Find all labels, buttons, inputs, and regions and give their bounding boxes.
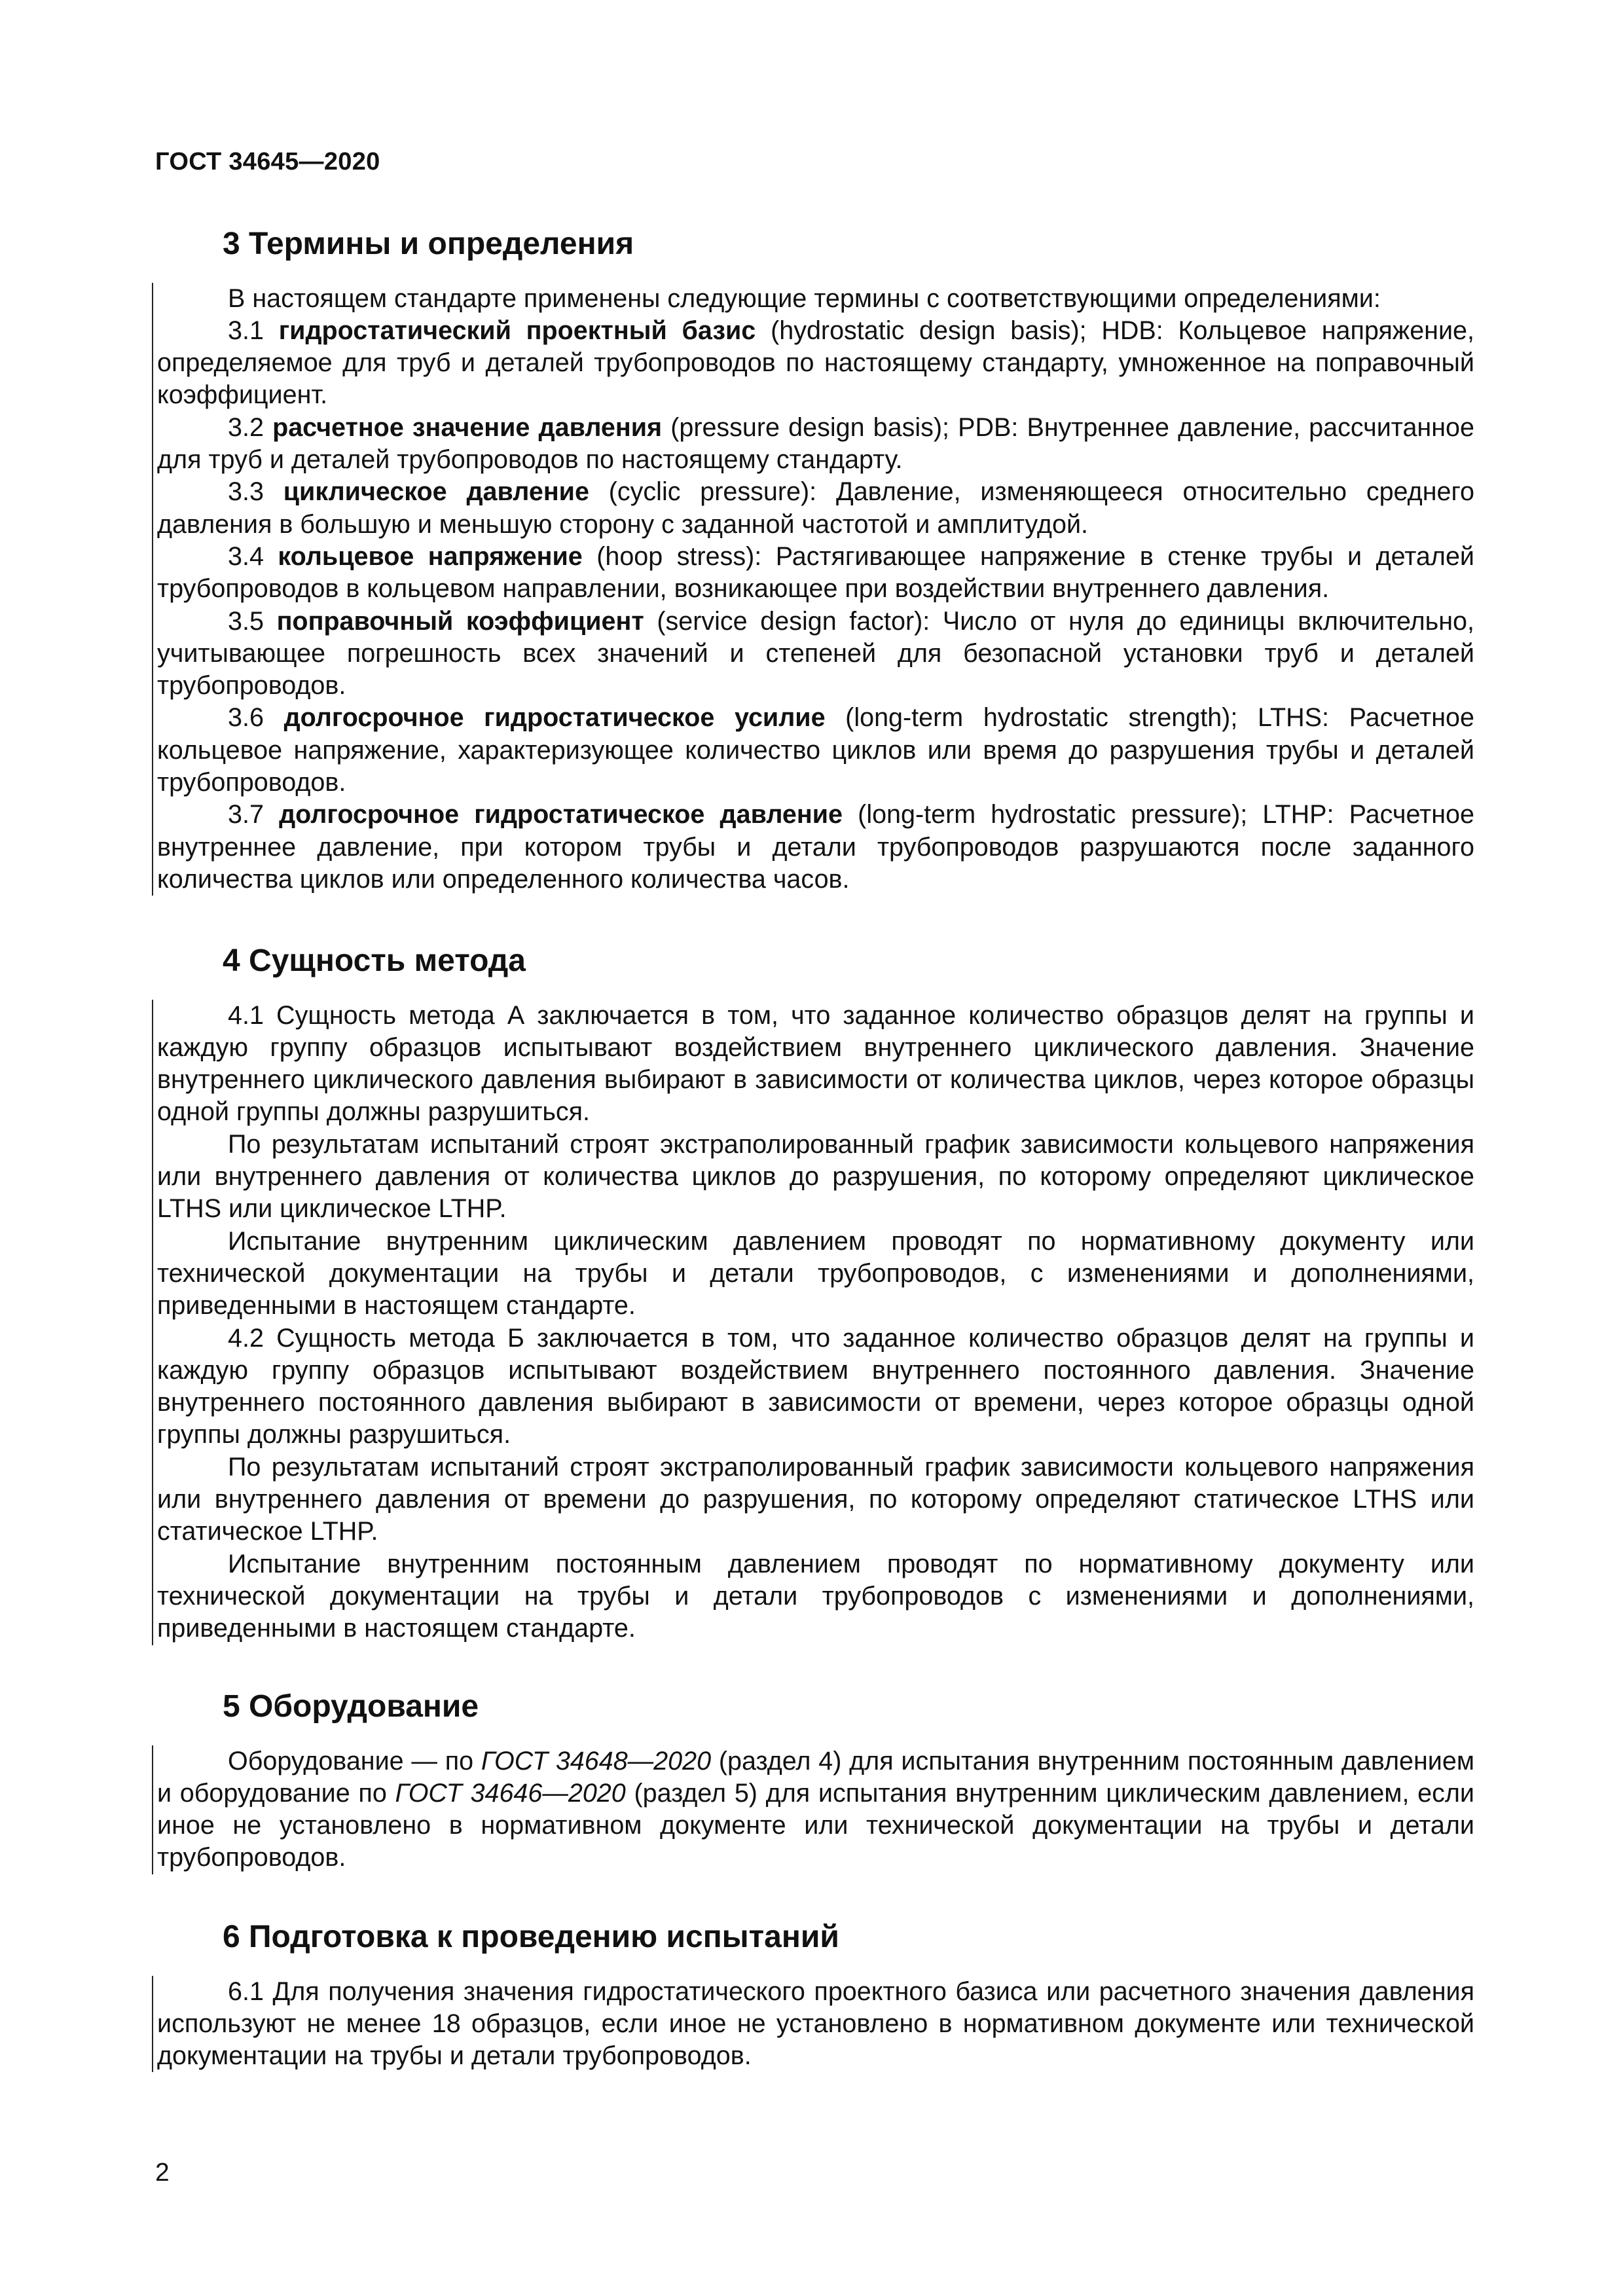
equipment-text: (раздел 4) для испытания внутренним постоянным давлением и оборудование по: [157, 1746, 1475, 1808]
terms-intro: В настоящем стандарте применены следующие термины с соответствующими определениями:: [228, 283, 1381, 313]
method-paragraph: По результатам испытаний строят экстраполированный график зависимости кольцевого напряжения или внутреннего давления от количества циклов до разрушения, по которому определяют циклическое LTHS или циклическое LTHP.: [157, 1129, 1474, 1224]
standard-reference: ГОСТ 34646—2020: [395, 1778, 626, 1808]
section-equipment: [152, 1688, 1474, 1874]
term-name: расчетное значение давления: [272, 412, 663, 442]
method-paragraph: По результатам испытаний строят экстраполированный график зависимости кольцевого напряжения или внутреннего давления от времени до разрушения, по которому определяют статическое LTHS или статическое LTHP.: [157, 1452, 1474, 1546]
term-name: циклическое давление: [283, 477, 589, 507]
standard-reference: ГОСТ 34648—2020: [481, 1746, 712, 1776]
section-body-method: [152, 1000, 1474, 1645]
document-code-header: ГОСТ 34645—2020: [155, 148, 380, 175]
preparation-paragraph: 6.1 Для получения значения гидростатического проектного базиса или расчетного значения давления используют не менее 18 образцов, если иное не установлено в нормативном документе или технической документации на трубы и детали трубопроводов.: [157, 1977, 1474, 2071]
term-3-2: [157, 412, 1474, 477]
term-number: 3.1: [228, 316, 264, 345]
term-3-6: [157, 702, 1474, 799]
term-definition: (cyclic pressure): Давление, изменяющееся относительно среднего давления в большую и меньшую сторону с заданной частотой и амплитудой.: [157, 477, 1474, 539]
term-definition: (hoop stress): Растягивающее напряжение в стенке трубы и деталей трубопроводов в кольцевом направлении, возникающее при воздействии внутреннего давления.: [157, 541, 1474, 604]
method-paragraph: Испытание внутренним циклическим давлением проводят по нормативному документу или технической документации на трубы и детали трубопроводов, с изменениями и дополнениями, приведенными в настоящем стандарте.: [157, 1226, 1474, 1321]
method-paragraph: 4.1 Сущность метода А заключается в том, что заданное количество образцов делят на группы и каждую группу образцов испытывают воздействием внутреннего циклического давления. Значение внутреннего циклического давления выбирают в зависимости от количества циклов, через которое образцы одной группы должны разрушиться.: [157, 1000, 1474, 1127]
section-preparation: [152, 1918, 1474, 2072]
equipment-text: Оборудование — по: [228, 1746, 481, 1776]
term-3-7: [157, 799, 1474, 896]
term-3-5: [157, 606, 1474, 702]
term-name: долгосрочное гидростатическое давление: [279, 800, 843, 829]
section-body-preparation: [152, 1976, 1474, 2073]
term-number: 3.6: [228, 703, 264, 733]
section-heading-method: 4 Сущность метода: [223, 943, 526, 978]
term-name: гидростатический проектный базис: [278, 316, 756, 345]
section-body-equipment: [152, 1745, 1474, 1874]
page-number: 2: [155, 2159, 170, 2187]
term-definition: (hydrostatic design basis); HDB: Кольцевое напряжение, определяемое для труб и деталей трубопроводов по настоящему стандарту, умноженное на поправочный коэффициент.: [157, 316, 1474, 410]
term-definition: (service design factor): Число от нуля до единицы включительно, учитывающее погрешность всех значений и степеней для безопасной установки труб и деталей трубопроводов.: [157, 606, 1474, 701]
section-heading-preparation: 6 Подготовка к проведению испытаний: [223, 1920, 839, 1954]
section-heading-terms: 3 Термины и определения: [223, 227, 634, 261]
term-3-4: [157, 541, 1474, 606]
section-terms: [152, 225, 1474, 896]
term-definition: (long-term hydrostatic strength); LTHS: Расчетное кольцевое напряжение, характеризующее количество циклов или время до разрушения трубы и деталей трубопроводов.: [157, 703, 1474, 797]
term-name: долгосрочное гидростатическое усилие: [283, 703, 826, 733]
term-number: 3.5: [228, 606, 264, 636]
term-number: 3.3: [228, 477, 264, 507]
term-definition: (long-term hydrostatic pressure); LTHP: Расчетное внутреннее давление, при котором трубы и детали трубопроводов разрушаются после заданного количества циклов или определенного количества часов.: [157, 800, 1474, 894]
term-definition: (pressure design basis); PDB: Внутреннее давление, рассчитанное для труб и деталей трубопроводов по настоящему стандарту.: [157, 412, 1474, 475]
method-paragraph: 4.2 Сущность метода Б заключается в том, что заданное количество образцов делят на группы и каждую группу образцов испытывают воздействием внутреннего постоянного давления. Значение внутреннего постоянного давления выбирают в зависимости от времени, через которое образцы одной группы должны разрушиться.: [157, 1323, 1474, 1449]
term-name: поправочный коэффициент: [276, 606, 644, 636]
equipment-paragraph: [157, 1745, 1474, 1874]
term-number: 3.4: [228, 541, 264, 571]
method-paragraph: Испытание внутренним постоянным давлением проводят по нормативному документу или технической документации на трубы и детали трубопроводов с изменениями и дополнениями, приведенными в настоящем стандарте.: [157, 1549, 1474, 1643]
section-body-terms: [152, 283, 1474, 896]
section-method: [152, 942, 1474, 1645]
term-3-1: [157, 315, 1474, 412]
section-heading-equipment: 5 Оборудование: [223, 1689, 479, 1724]
term-number: 3.2: [228, 412, 264, 442]
term-name: кольцевое напряжение: [278, 541, 583, 571]
equipment-text: (раздел 5) для испытания внутренним циклическим давлением, если иное не установлено в нормативном документе или технической документации на трубы и детали трубопроводов.: [157, 1778, 1474, 1872]
term-number: 3.7: [228, 800, 264, 829]
term-3-3: [157, 476, 1474, 541]
